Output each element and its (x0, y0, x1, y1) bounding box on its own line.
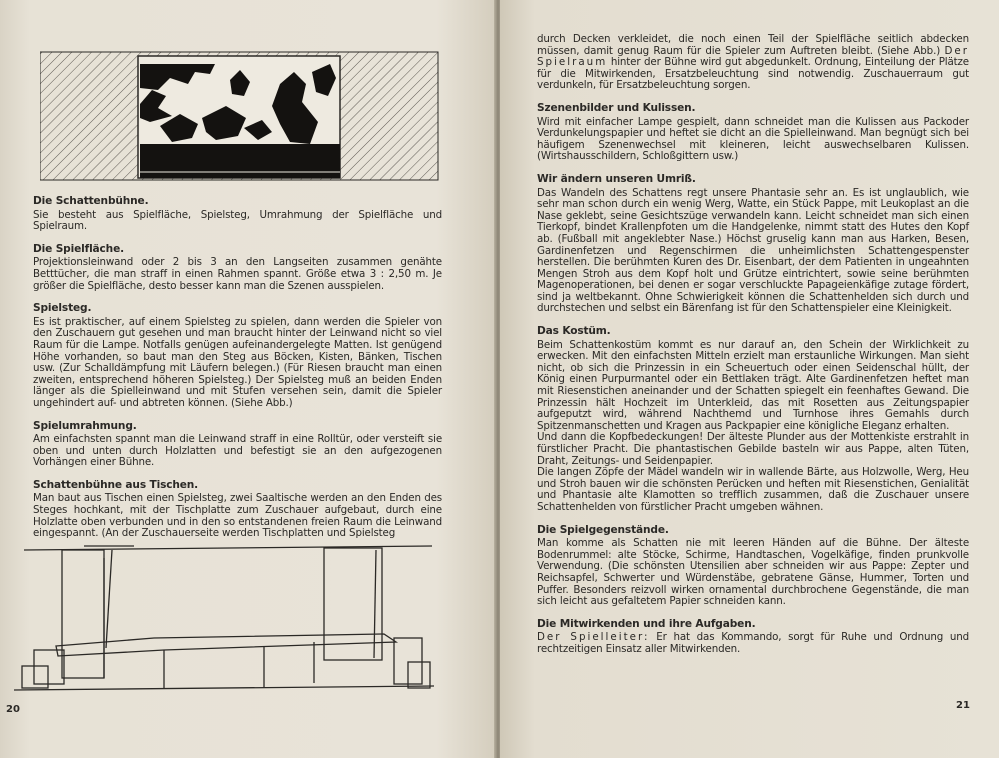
table-stage-illustration (14, 538, 444, 698)
page-number: 21 (956, 700, 970, 711)
section-heading: Die Spielgegenstände. (537, 523, 669, 536)
section-body: Die langen Zöpfe der Mädel wandeln wir in wallende Bärte, aus Holzwolle, Werg, Heu und Stroh bauen wir die schönsten Perücken und heften mit Riesenstichen, Genialität und Phantasie alte Klamotten so trefflich zusammen, daß die Zuschauer unsere Schattenhelden von fürstlicher Pracht umgeben wähnen. (537, 466, 969, 513)
section-heading: Spielumrahmung. (33, 419, 137, 432)
section-body: Am einfachsten spannt man die Leinwand straff in eine Rolltür, oder versteift sie oben und unten durch Holzlatten und befestigt sie an den aufgezogenen Vorhängen einer Bühne. (33, 433, 442, 469)
right-page (500, 0, 999, 758)
section-heading: Die Spielfläche. (33, 242, 124, 255)
right-text-column (537, 34, 969, 667)
section-body: Sie besteht aus Spielfläche, Spielsteg, Umrahmung der Spielfläche und Spielraum. (33, 208, 442, 233)
intro-paragraph: durch Decken verkleidet, die noch einen Teil der Spielfläche seitlich abdecken müssen, damit genug Raum für die Spieler zum Auftreten bleibt. (Siehe Abb.) Der Spielraum hinter der Bühne wird gut abgedunkelt. Ordnung, Einteilung der Plätze für die Mitwirkenden, Ersatzbeleuchtung sind notwendig. Zuschauerraum gut verdunkeln, für Ersatzbeleuchtung sorgen. (537, 33, 969, 92)
section-body: Beim Schattenkostüm kommt es nur darauf an, den Schein der Wirklichkeit zu erwecken. Mit den einfachsten Mitteln erzielt man erstaunliche Wirkungen. Man sieht nicht, ob sich die Prinzessin in ein Scheuertuch oder einen Seidenschal hüllt, der König einen Purpurmantel oder ein Bettlaken trägt. Alte Gardinenfetzen heftet man mit Riesenstichen aneinander und der Schatten spiegelt ein feenhaftes Gewand. Die Prinzessin hält Hochzeit im Unterkleid, das mit Rosetten aus Zeitungspapier aufgeputzt wird, während Nachthemd und Turnhose ihres Gemahls durch Spitzenmanschetten und Kragen aus Packpapier eine königliche Eleganz erhalten. (537, 338, 969, 432)
section-body: Projektionsleinwand oder 2 bis 3 an den Langseiten zusammen genähte Betttücher, die man straff in einen Rahmen spannt. Größe etwa 3 : 2,50 m. Je größer die Spielfläche, desto besser kann man die Szenen ausspielen. (33, 256, 442, 292)
section-heading: Die Schattenbühne. (33, 195, 149, 207)
left-page (0, 0, 496, 758)
section-body: Wird mit einfacher Lampe gespielt, dann schneidet man die Kulissen aus Packoder Verdunkelungspapier und heftet sie dicht an die Spielleinwand. Man begnügt sich bei häufigem Szenenwechsel mit kleineren, leicht auswechselbaren Kulissen. (Wirtshausschildern, Schloßgittern usw.) (537, 115, 969, 163)
page-number: 20 (6, 704, 20, 715)
section-body: Man komme als Schatten nie mit leeren Händen auf die Bühne. Der älteste Bodenrummel: alte Stöcke, Schirme, Handtaschen, Vogelkäfige, finden prunkvolle Verwendung. (Die schönsten Utensilien aber schneiden wir aus Pappe: Zepter und Reichsapfel, Schwerter und Würdenstäbe, gebratene Gänse, Hummer, Torten und Puffer. Besonders reizvoll wirken ornamental durchbrochene Gegenstände, die man sich leicht aus gefaltetem Papier schneiden kann. (537, 537, 969, 608)
section-body: Und dann die Kopfbedeckungen! Der älteste Plunder aus der Mottenkiste erstrahlt in fürstlicher Pracht. Die phantastischen Gebilde basteln wir aus Pappe, alten Tüten, Draht, Zeitungs- und Seidenpapier. (537, 431, 969, 467)
section-body: Man baut aus Tischen einen Spielsteg, zwei Saaltische werden an den Enden des Steges hochkant, mit der Tischplatte zum Zuschauer aufgebaut, durch eine Holzlatte oben verbunden und in den so entstandenen freien Raum die Leinwand eingespannt. (An der Zuschauerseite werden Tischplatten und Spielsteg (33, 492, 442, 540)
section-heading: Das Kostüm. (537, 325, 611, 338)
section-heading: Szenenbilder und Kulissen. (537, 101, 696, 114)
section-body: Das Wandeln des Schattens regt unsere Phantasie sehr an. Es ist unglaublich, wie sehr man schon durch ein wenig Werg, Watte, ein Stück Pappe, mit Leukoplast an die Nase geklebt, seine Gesichtszüge verwandeln kann. Leicht schneidet man sich einen Tierkopf, bindet Krallenpfoten um die Handgelenke, nimmt statt des Hutes den Kopf ab. (Fußball mit angeklebter Nase.) Höchst gruselig kann man aus Harken, Besen, Gardinenfetzen und Regenschirmen die unheimlichsten Schattengespenster herstellen. Die berühmten Kuren des Dr. Eisenbart, der dem Patienten in ungeahnten Mengen Stroh aus dem Kopf holt und Grütze eintrichtert, sowie seine berühmten Magenoperationen, bei denen er sogar verschluckte Papageienkäfige zutage fördert, sind ja weltbekannt. Ohne Schwierigkeit können die Schattenhelden sich durch und durchstechen und selbst ein Bärenfang ist für den Schattenspieler eine Kleinigkeit. (537, 186, 969, 315)
left-text-column (33, 196, 442, 551)
section-heading: Wir ändern unseren Umriß. (537, 172, 696, 185)
section-heading: Schattenbühne aus Tischen. (33, 478, 199, 491)
section-body: Der Spielleiter: Er hat das Kommando, sorgt für Ruhe und Ordnung und rechtzeitigen Einsatz aller Mitwirkenden. (537, 631, 969, 655)
section-body: Es ist praktischer, auf einem Spielsteg zu spielen, dann werden die Spieler von den Zuschauern gut gesehen und man braucht hinter der Leinwand nicht so viel Raum für die Lampe. Notfalls genügen aufeinandergelegte Matten. Ist genügend Höhe vorhanden, so baut man den Steg aus Böcken, Kisten, Bänken, Tischen usw. (Zur Schalldämpfung mit Läufern belegen.) (Für Riesen braucht man einen zweiten, entsprechend höheren Spielsteg.) Der Spielsteg muß an beiden Enden länger als die Spielleinwand und mit Stufen versehen sein, damit die Spieler ungehindert auf- und abtreten können. (Siehe Abb.) (33, 315, 442, 409)
shadow-stage-illustration (40, 44, 440, 184)
section-heading: Spielsteg. (33, 302, 92, 315)
section-heading: Die Mitwirkenden und ihre Aufgaben. (537, 617, 756, 630)
